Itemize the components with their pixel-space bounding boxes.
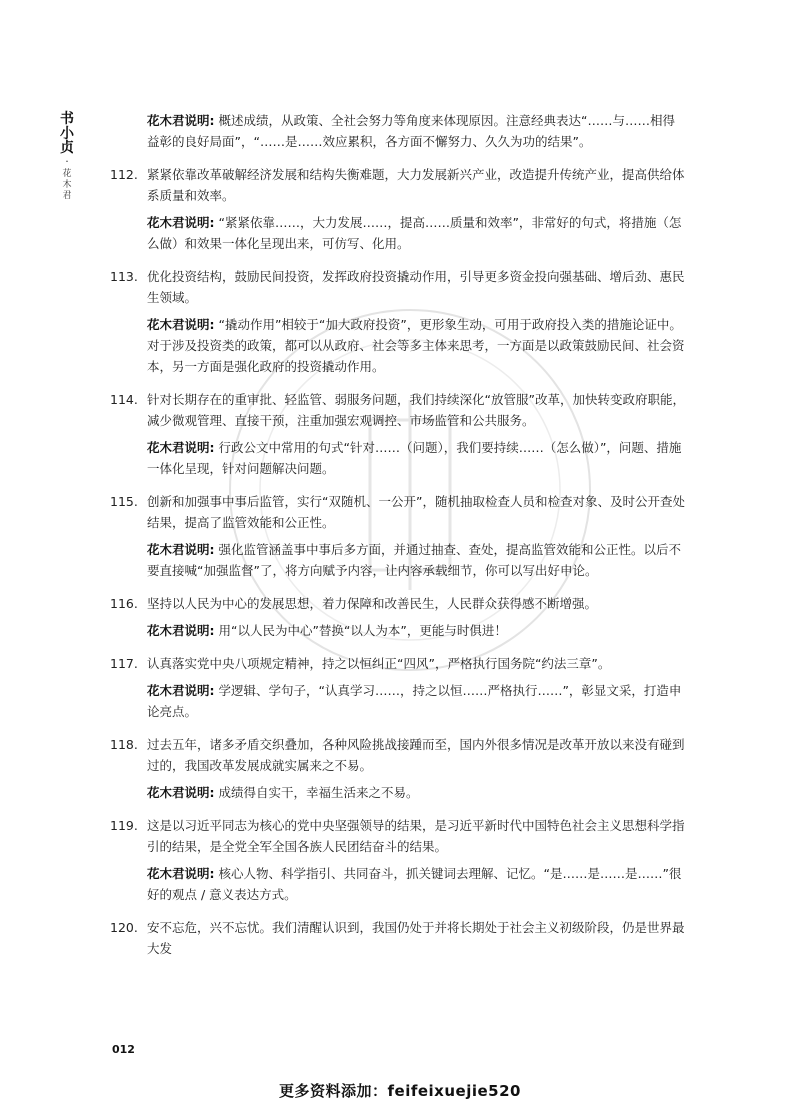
- list-item: [110, 491, 685, 581]
- list-item: [110, 917, 685, 959]
- list-item: [110, 389, 685, 479]
- item-note: [110, 863, 685, 905]
- item-text: 创新和加强事中事后监管，实行“双随机、一公开”，随机抽取检查人员和检查对象、及时公开查处结果，提高了监管效能和公正性。: [147, 494, 685, 530]
- footer-contact: 更多资料添加：feifeixuejie520: [279, 1082, 521, 1100]
- item-number: 120.: [110, 920, 138, 935]
- note-label: 花木君说明:: [147, 785, 215, 800]
- list-item: [110, 593, 685, 641]
- item-number: 113.: [110, 269, 138, 284]
- note-label: 花木君说明:: [147, 440, 215, 455]
- item-number: 115.: [110, 494, 138, 509]
- item-number: 119.: [110, 818, 138, 833]
- note-text: 成绩得自实干，幸福生活来之不易。: [214, 785, 419, 800]
- item-note: [110, 620, 685, 641]
- note-label: 花木君说明:: [147, 317, 215, 332]
- item-note: [110, 212, 685, 254]
- brand-dot: ·: [65, 155, 69, 169]
- item-text: 认真落实党中央八项规定精神，持之以恒纠正“四风”，严格执行国务院“约法三章”。: [147, 656, 611, 671]
- item-note: [110, 782, 685, 803]
- item-text: 安不忘危，兴不忘忧。我们清醒认识到，我国仍处于并将长期处于社会主义初级阶段，仍是世界最大发: [147, 920, 685, 956]
- note-text: 概述成绩，从政策、全社会努力等角度来体现原因。注意经典表达“……与……相得益彰的良好局面”，“……是……效应累积，各方面不懈努力、久久为功的结果”。: [147, 113, 675, 149]
- note-text: 强化监管涵盖事中事后多方面，并通过抽查、查处，提高监管效能和公正性。以后不要直接喊“加强监督”了，将方向赋予内容，让内容承载细节，你可以写出好申论。: [147, 542, 681, 578]
- page-number: 012: [112, 1043, 135, 1056]
- note-text: “紧紧依靠……，大力发展……，提高……质量和效率”，非常好的句式，将措施（怎么做）和效果一体化呈现出来，可仿写、化用。: [147, 215, 682, 251]
- list-item: [110, 734, 685, 803]
- list-item: [110, 266, 685, 377]
- item-text: 优化投资结构，鼓励民间投资，发挥政府投资撬动作用，引导更多资金投向强基础、增后劲、惠民生领域。: [147, 269, 685, 305]
- item-number: 112.: [110, 167, 138, 182]
- note-label: 花木君说明:: [147, 113, 215, 128]
- list-item: [110, 815, 685, 905]
- list-item: [110, 653, 685, 722]
- item-text: 针对长期存在的重审批、轻监管、弱服务问题，我们持续深化“放管服”改革，加快转变政府职能，减少微观管理、直接干预，注重加强宏观调控、市场监管和公共服务。: [147, 392, 685, 428]
- note-label: 花木君说明:: [147, 623, 215, 638]
- note-text: “撬动作用”相较于“加大政府投资”，更形象生动，可用于政府投入类的措施论证中。对于涉及投资类的政策，都可以从政府、社会等多主体来思考，一方面是以政策鼓励民间、社会资本，另一方面是强化政府的投资撬动作用。: [147, 317, 685, 374]
- note-text: 学逻辑、学句子，“认真学习……，持之以恒……严格执行……”，彰显文采，打造申论亮点。: [147, 683, 682, 719]
- item-note: [110, 539, 685, 581]
- item-text: 坚持以人民为中心的发展思想，着力保障和改善民生，人民群众获得感不断增强。: [147, 596, 598, 611]
- brand-author-char: 木: [62, 180, 72, 191]
- brand-title-char: 小: [60, 125, 74, 142]
- item-number: 118.: [110, 737, 138, 752]
- note-label: 花木君说明:: [147, 683, 215, 698]
- brand-author-char: 君: [62, 191, 72, 202]
- intro-note: [110, 110, 685, 152]
- brand-vertical-logo: [58, 112, 76, 202]
- main-content: [110, 110, 685, 959]
- item-note: [110, 680, 685, 722]
- note-label: 花木君说明:: [147, 215, 215, 230]
- item-text: 过去五年，诸多矛盾交织叠加，各种风险挑战接踵而至，国内外很多情况是改革开放以来没有碰到过的，我国改革发展成就实属来之不易。: [147, 737, 685, 773]
- brand-author-char: 花: [62, 168, 72, 179]
- note-text: 用“以人民为中心”替换“以人为本”，更能与时俱进！: [214, 623, 507, 638]
- item-text: 这是以习近平同志为核心的党中央坚强领导的结果，是习近平新时代中国特色社会主义思想科学指引的结果，是全党全军全国各族人民团结奋斗的结果。: [147, 818, 685, 854]
- item-number: 116.: [110, 596, 138, 611]
- note-text: 核心人物、科学指引、共同奋斗，抓关键词去理解、记忆。“是……是……是……”很好的观点 / 意义表达方式。: [147, 866, 682, 902]
- list-item: [110, 164, 685, 254]
- item-note: [110, 314, 685, 377]
- brand-title-char: 贞: [60, 140, 74, 157]
- brand-title-char: 书: [60, 111, 74, 127]
- note-text: 行政公文中常用的句式“针对……（问题），我们要持续……（怎么做）”，问题、措施一体化呈现，针对问题解决问题。: [147, 440, 682, 476]
- item-note: [110, 437, 685, 479]
- item-number: 114.: [110, 392, 138, 407]
- note-label: 花木君说明:: [147, 866, 215, 881]
- item-number: 117.: [110, 656, 138, 671]
- note-label: 花木君说明:: [147, 542, 215, 557]
- item-text: 紧紧依靠改革破解经济发展和结构失衡难题，大力发展新兴产业，改造提升传统产业，提高供给体系质量和效率。: [147, 167, 685, 203]
